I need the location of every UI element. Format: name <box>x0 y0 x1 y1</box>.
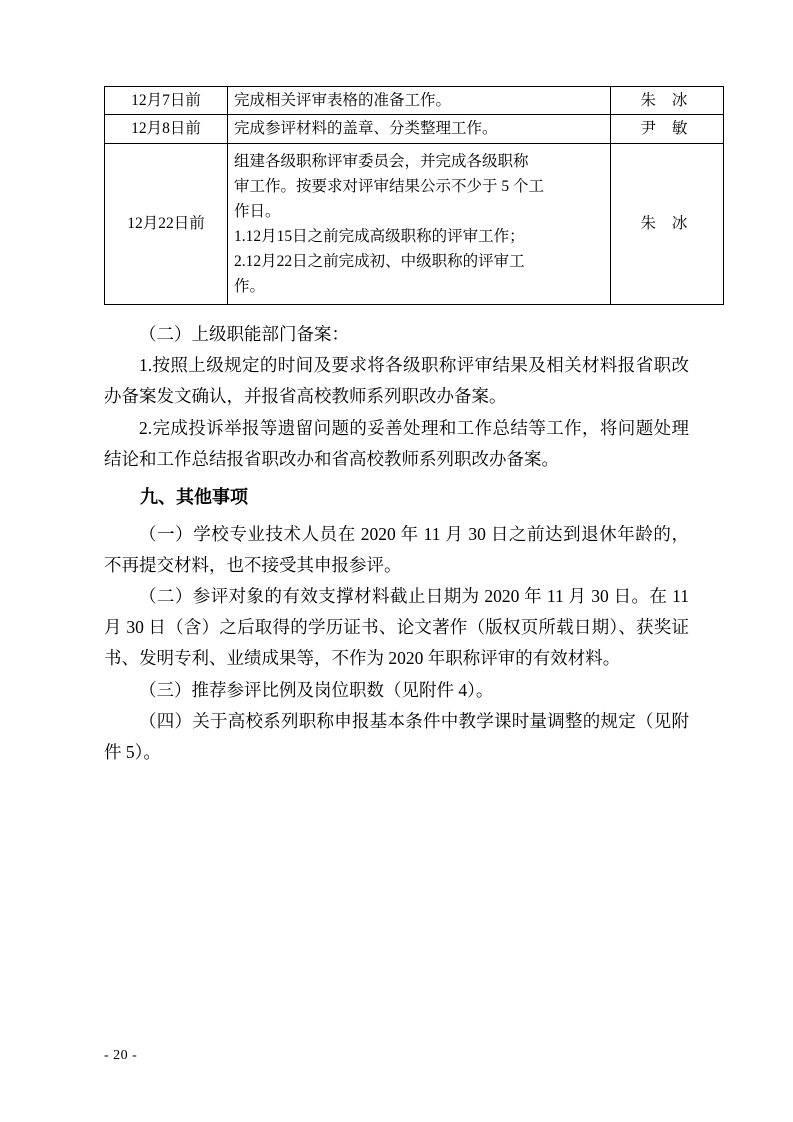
spacer <box>104 305 689 319</box>
table-row <box>105 143 724 305</box>
section-upper-dept-filing: （二）上级职能部门备案： <box>139 324 349 345</box>
table-row <box>105 115 724 143</box>
page-content <box>104 86 694 768</box>
task-line: 组建各级职称评审委员会，并完成各级职称 <box>234 152 529 170</box>
table-cell-owner: 尹 敏 <box>611 115 724 143</box>
table-cell-task <box>228 143 611 305</box>
task-line: 作。 <box>234 278 266 296</box>
section-heading-other-matters: 九、其他事项 <box>140 486 248 507</box>
other-item-1: （一）学校专业技术人员在 2020 年 11 月 30 日之前达到退休年龄的，不再提交材料，也不接受其申报参评。 <box>104 523 689 576</box>
table-cell-owner: 朱 冰 <box>611 87 724 115</box>
table-cell-task <box>228 87 611 115</box>
table-cell-owner: 朱 冰 <box>611 143 724 305</box>
task-line: 1.12月15日之前完成高级职称的评审工作； <box>234 227 525 245</box>
task-line: 2.12月22日之前完成初、中级职称的评审工 <box>234 252 525 270</box>
schedule-table <box>104 86 724 305</box>
table-cell-date: 12月8日前 <box>105 115 228 143</box>
task-line: 完成相关评审表格的准备工作。 <box>234 92 452 109</box>
other-item-4: （四）关于高校系列职称申报基本条件中教学课时量调整的规定（见附件 5）。 <box>104 710 689 762</box>
paragraph-1: 1.按照上级规定的时间及要求将各级职称评审结果及相关材料报省职改办备案发文确认，并报省高校教师系列职改办备案。 <box>104 355 689 407</box>
table-cell-task <box>228 115 611 143</box>
other-item-2: （二）参评对象的有效支撑材料截止日期为 2020 年 11 月 30 日。在 11 月 30 日（含）之后取得的学历证书、论文著作（版权页所载日期）、获奖证书、发明专利、业绩成果等，不作为 2020 年职称评审的有效材料。 <box>104 586 689 669</box>
table-row <box>105 87 724 115</box>
table-cell-date: 12月7日前 <box>105 87 228 115</box>
task-line: 作日。 <box>234 202 281 220</box>
table-cell-date: 12月22日前 <box>105 143 228 305</box>
other-item-3: （三）推荐参评比例及岗位职数（见附件 4）。 <box>139 679 494 700</box>
page-number: - 20 - <box>104 1048 138 1063</box>
task-line: 完成参评材料的盖章、分类整理工作。 <box>234 120 498 138</box>
paragraph-2: 2.完成投诉举报等遗留问题的妥善处理和工作总结等工作，将问题处理结论和工作总结报省职改办和省高校教师系列职改办备案。 <box>104 417 689 469</box>
task-line: 审工作。按要求对评审结果公示不少于 5 个工 <box>234 177 545 195</box>
